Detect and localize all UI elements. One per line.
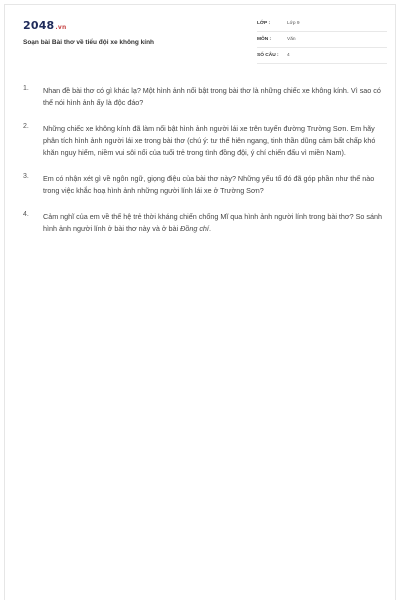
- question-item: [21, 211, 383, 235]
- meta-value-class: Lớp 9: [287, 21, 300, 26]
- question-text: Em có nhận xét gì về ngôn ngữ, giọng điệu của bài thơ này? Những yếu tố đó đã góp phần như thế nào trong việc khắc hoạ hình ảnh những người lính lái xe ở Trường Sơn?: [43, 174, 375, 195]
- meta-label-subject: MÔN :: [257, 37, 272, 42]
- site-logo[interactable]: [23, 19, 66, 32]
- question-text: [43, 211, 383, 235]
- question-text: Những chiếc xe không kính đã làm nổi bật hình ảnh người lái xe trên tuyến đường Trường Sơn. Em hãy phân tích hình ảnh người lái xe trong bài thơ (chú ý: tư thế hiên ngang, tinh thần dũng cảm bất chấp khó khăn nguy hiểm, niềm vui sôi nổi của tuổi trẻ trong tình đồng đội, ý chí chiến đấu vì miền Nam).: [43, 124, 376, 157]
- question-number: 2.: [23, 123, 29, 130]
- poem-title-reference: Đồng chí: [180, 224, 209, 233]
- question-text-end: .: [208, 224, 211, 233]
- question-list: [21, 85, 383, 249]
- meta-label-class: LỚP :: [257, 21, 271, 26]
- question-text: Nhan đề bài thơ có gì khác lạ? Một hình ảnh nổi bật trong bài thơ là những chiếc xe không kính. Vì sao có thể nói hình ảnh ấy là độc đáo?: [43, 86, 381, 107]
- question-text-main: Cảm nghĩ của em về thế hệ trẻ thời kháng chiến chống Mĩ qua hình ảnh người lính trong bài thơ? So sánh hình ảnh người lính ở bài thơ này và ở bài: [43, 212, 383, 233]
- logo-suffix: .vn: [55, 24, 67, 31]
- question-number: 3.: [23, 173, 29, 180]
- meta-value-subject: Văn: [287, 37, 296, 42]
- meta-label-question-count: SỐ CÂU :: [257, 53, 279, 58]
- question-number: 4.: [23, 211, 29, 218]
- meta-value-question-count: 4: [287, 53, 290, 58]
- meta-info: [257, 19, 387, 67]
- logo-text: 2048: [23, 19, 55, 32]
- worksheet-header: [21, 19, 387, 65]
- question-item: [21, 173, 383, 197]
- question-number: 1.: [23, 85, 29, 92]
- meta-row-subject: [257, 35, 387, 48]
- question-item: [21, 85, 383, 109]
- meta-row-question-count: [257, 51, 387, 64]
- worksheet-page: [4, 4, 396, 600]
- document-title: Soạn bài Bài thơ về tiểu đội xe không kính: [23, 39, 155, 46]
- question-item: [21, 123, 383, 159]
- meta-row-class: [257, 19, 387, 32]
